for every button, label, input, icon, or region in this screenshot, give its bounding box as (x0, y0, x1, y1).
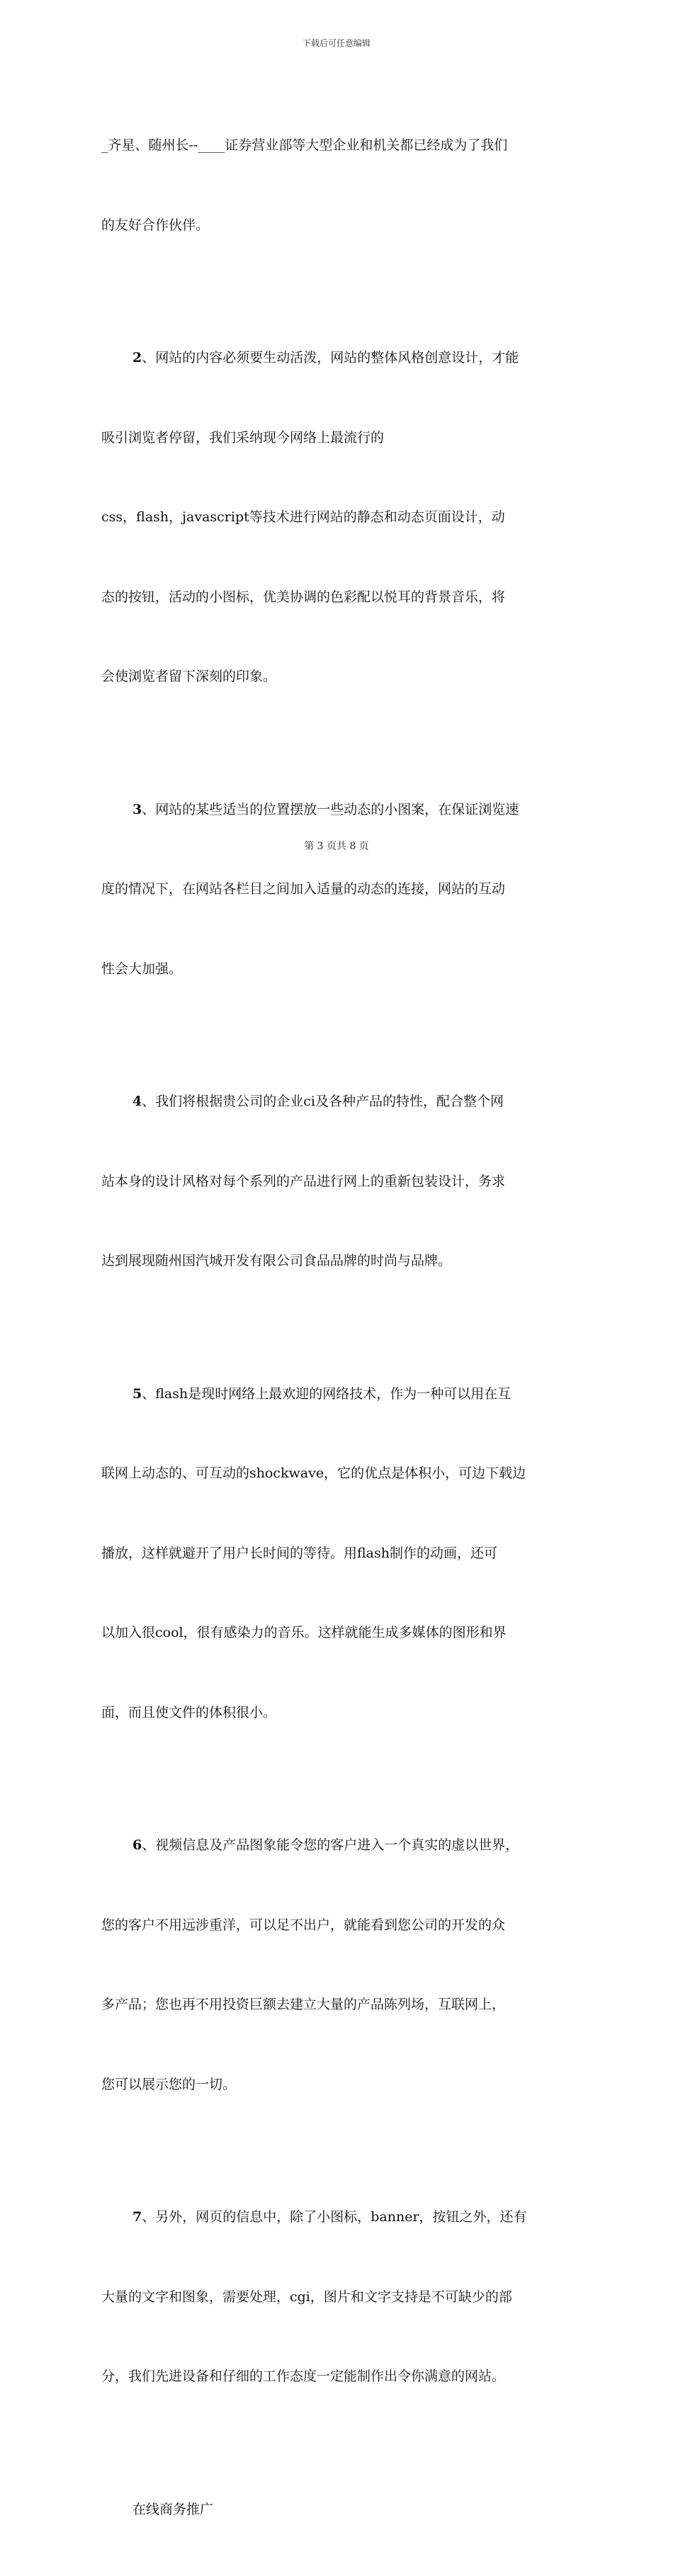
paragraph-item-5 (101, 1328, 576, 1780)
text-line: 的友好合作伙伴。 (101, 212, 576, 239)
text-line-content: 、视频信息及产品图象能令您的客户进入一个真实的虚以世界， (142, 1837, 519, 1853)
text-line-content: 、flash是现时网络上最欢迎的网络技术，作为一种可以用在互 (142, 1386, 511, 1402)
text-line: 态的按钮，活动的小图标，优美协调的色彩配以悦耳的背景音乐，将 (101, 584, 576, 611)
paragraph-number: 2 (132, 350, 142, 365)
paragraph-number: 7 (132, 2209, 142, 2225)
text-line: 大量的文字和图象，需要处理，cgi，图片和文字支持是不可缺少的部 (101, 2284, 576, 2311)
paragraph-number: 4 (132, 1094, 142, 1109)
text-line: 分，我们先进设备和仔细的工作态度一定能制作出令你满意的网站。 (101, 2364, 576, 2390)
text-line (101, 1381, 576, 1408)
text-line: 您可以展示您的一切。 (101, 2072, 576, 2099)
text-line: 以加入很cool，很有感染力的音乐。这样就能生成多媒体的图形和界 (101, 1620, 576, 1647)
text-line: 性会大加强。 (101, 956, 576, 983)
page-number-footer: 第 3 页共 8 页 (0, 839, 673, 853)
paragraph-item-6 (101, 1779, 576, 2151)
text-line: 播放，这样就避开了用户长时间的等待。用flash制作的动画，还可 (101, 1541, 576, 1567)
text-line: 站本身的设计风格对每个系列的产品进行网上的重新包装设计，务求 (101, 1169, 576, 1196)
text-line: 联网上动态的、可互动的shockwave，它的优点是体积小，可边下载边 (101, 1460, 576, 1487)
paragraph-number: 6 (132, 1837, 142, 1853)
paragraph-item-7 (101, 2151, 576, 2444)
text-line-content: 、另外，网页的信息中，除了小图标，banner，按钮之外，还有 (142, 2209, 526, 2225)
text-line: 吸引浏览者停留，我们采纳现今网络上最流行的 (101, 425, 576, 452)
paragraph-continuation (101, 79, 576, 292)
text-line: 您的客户不用远涉重洋，可以足不出户，就能看到您公司的开发的众 (101, 1912, 576, 1939)
paragraph-number: 3 (132, 802, 142, 817)
paragraph-item-2 (101, 292, 576, 744)
text-line: 多产品；您也再不用投资巨额去建立大量的产品陈列场，互联网上， (101, 1992, 576, 2019)
text-line: 会使浏览者留下深刻的印象。 (101, 664, 576, 691)
text-line: css，flash，javascript等技术进行网站的静态和动态页面设计，动 (101, 504, 576, 531)
paragraph-item-3 (101, 744, 576, 1036)
text-line (101, 797, 576, 824)
text-line-content: 、网站的内容必须要生动活泼，网站的整体风格创意设计，才能 (142, 350, 519, 365)
text-line: _齐星、随州长--____证券营业部等大型企业和机关都已经成为了我们 (101, 132, 576, 159)
text-line (101, 345, 576, 372)
text-line: 度的情况下，在网站各栏目之间加入适量的动态的连接，网站的互动 (101, 876, 576, 903)
text-line (101, 1089, 576, 1116)
text-line-content: 、网站的某些适当的位置摆放一些动态的小图案，在保证浏览速 (142, 802, 519, 817)
paragraph-item-4 (101, 1035, 576, 1328)
document-body (101, 79, 576, 2576)
paragraph-number: 5 (132, 1386, 142, 1402)
text-line: 在线商务推广 (101, 2497, 576, 2524)
text-line (101, 1832, 576, 1859)
text-line: 面，而且使文件的体积很小。 (101, 1700, 576, 1727)
text-line-content: 、我们将根据贵公司的企业ci及各种产品的特性，配合整个网 (142, 1094, 504, 1109)
page-header-note: 下载后可任意编辑 (0, 37, 673, 49)
section-heading-online-promotion (101, 2444, 576, 2576)
text-line: 达到展现随州国汽城开发有限公司食品品牌的时尚与品牌。 (101, 1248, 576, 1275)
text-line (101, 2204, 576, 2231)
